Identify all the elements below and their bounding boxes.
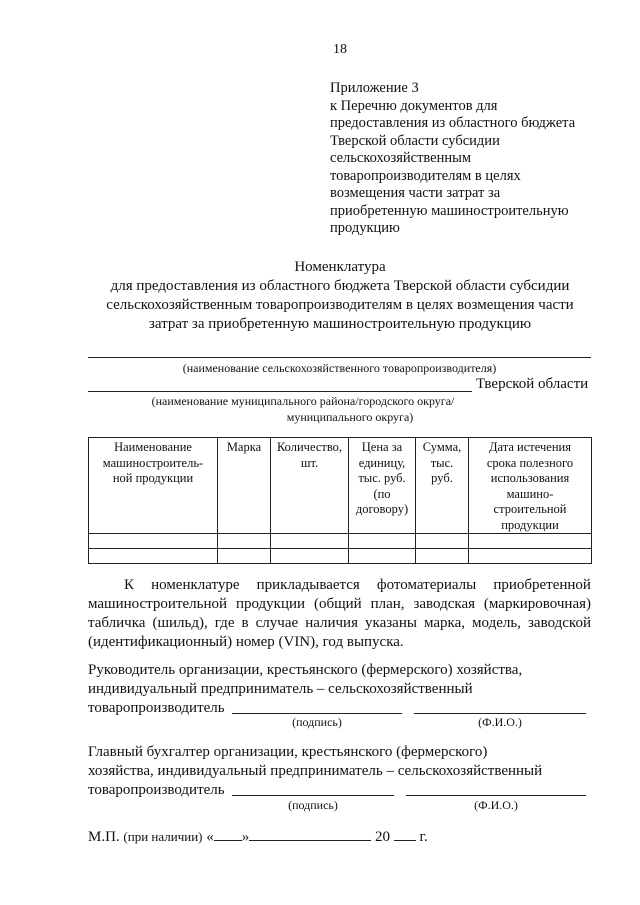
paragraph-line: машиностроительной продукции (общий план, заводская (маркировочная): [88, 596, 591, 612]
accountant-sign-field: [232, 795, 394, 796]
appendix-line: Тверской области субсидии: [330, 132, 500, 149]
date-close-quote: »: [241, 829, 250, 845]
date-open-quote: «: [206, 829, 214, 845]
appendix-line: продукцию: [330, 220, 400, 236]
col-header-price: Цена за единицу, тыс. руб. (по договору): [349, 438, 416, 534]
appendix-line: товаропроизводителям в целях: [330, 167, 521, 184]
appendix-line: Приложение 3: [330, 80, 419, 96]
stamp-date-line: [88, 828, 428, 846]
year-field: [394, 828, 416, 841]
appendix-line: возмещения части затрат за: [330, 185, 501, 201]
head-sign-caption: (подпись): [292, 715, 342, 729]
appendix-line: сельскохозяйственным: [330, 150, 472, 166]
table-row: [89, 549, 592, 564]
accountant-signature-line2: хозяйства, индивидуальный предприниматель – сельскохозяйственный: [88, 763, 543, 779]
year-prefix: 20: [374, 829, 390, 845]
appendix-header: [330, 80, 610, 238]
municipality-caption-1: (наименование муниципального района/городского округа/: [151, 394, 455, 408]
col-header-expiry-date: Дата истечения срока полезного использования машино- строительной продукции: [469, 438, 592, 534]
accountant-name-field: [406, 795, 586, 796]
municipality-caption-2: муниципального округа): [286, 410, 414, 424]
month-field: [249, 828, 371, 841]
head-sign-field: [232, 713, 402, 714]
paragraph-line: табличка (шильд), где в случае наличия указаны марка, модель, заводской: [88, 615, 591, 631]
page-number: 18: [333, 42, 347, 57]
producer-caption: (наименование сельскохозяйственного товаропроизводителя): [182, 361, 497, 375]
col-header-name: Наименование машиностроитель- ной продукции: [89, 438, 218, 534]
head-name-caption: (Ф.И.О.): [478, 715, 522, 729]
head-signature-line3: товаропроизводитель: [88, 700, 225, 716]
col-header-quantity: Количество, шт.: [271, 438, 349, 534]
head-signature-line1: Руководитель организации, крестьянского (фермерского) хозяйства,: [88, 662, 523, 678]
municipality-name-line: [88, 391, 472, 392]
stamp-note: (при наличии): [123, 829, 203, 844]
region-label: Тверской области: [476, 376, 589, 392]
head-name-field: [414, 713, 586, 714]
col-header-sum: Сумма, тыс. руб.: [416, 438, 469, 534]
accountant-signature-line3: товаропроизводитель: [88, 782, 225, 798]
appendix-line: приобретенную машиностроительную: [330, 202, 569, 219]
appendix-line: к Перечню документов для: [330, 97, 498, 114]
accountant-sign-caption: (подпись): [288, 798, 338, 812]
year-suffix: г.: [419, 829, 428, 845]
attachment-paragraph: [88, 576, 591, 652]
head-signature-line2: индивидуальный предприниматель – сельскохозяйственный: [88, 681, 473, 697]
table-row: [89, 534, 592, 549]
nomenclature-table: [88, 437, 592, 564]
title-line: для предоставления из областного бюджета Тверской области субсидии: [110, 278, 570, 294]
appendix-line: предоставления из областного бюджета: [330, 115, 576, 131]
producer-name-line: [88, 357, 591, 358]
paragraph-line: К номенклатуре прикладывается фотоматериалы приобретенной: [124, 577, 591, 593]
title-line: сельскохозяйственным товаропроизводителям в целях возмещения части: [106, 297, 574, 313]
accountant-name-caption: (Ф.И.О.): [474, 798, 518, 812]
title-heading: Номенклатура: [294, 259, 386, 275]
document-title: [80, 258, 600, 334]
title-line: затрат за приобретенную машиностроительную продукцию: [148, 316, 532, 332]
col-header-brand: Марка: [218, 438, 271, 534]
paragraph-line: (идентификационный) номер (VIN), год выпуска.: [88, 634, 404, 650]
day-field: [214, 828, 242, 841]
stamp-label: М.П.: [88, 829, 120, 845]
table-header-row: [89, 438, 592, 534]
accountant-signature-line1: Главный бухгалтер организации, крестьянского (фермерского): [88, 744, 488, 760]
